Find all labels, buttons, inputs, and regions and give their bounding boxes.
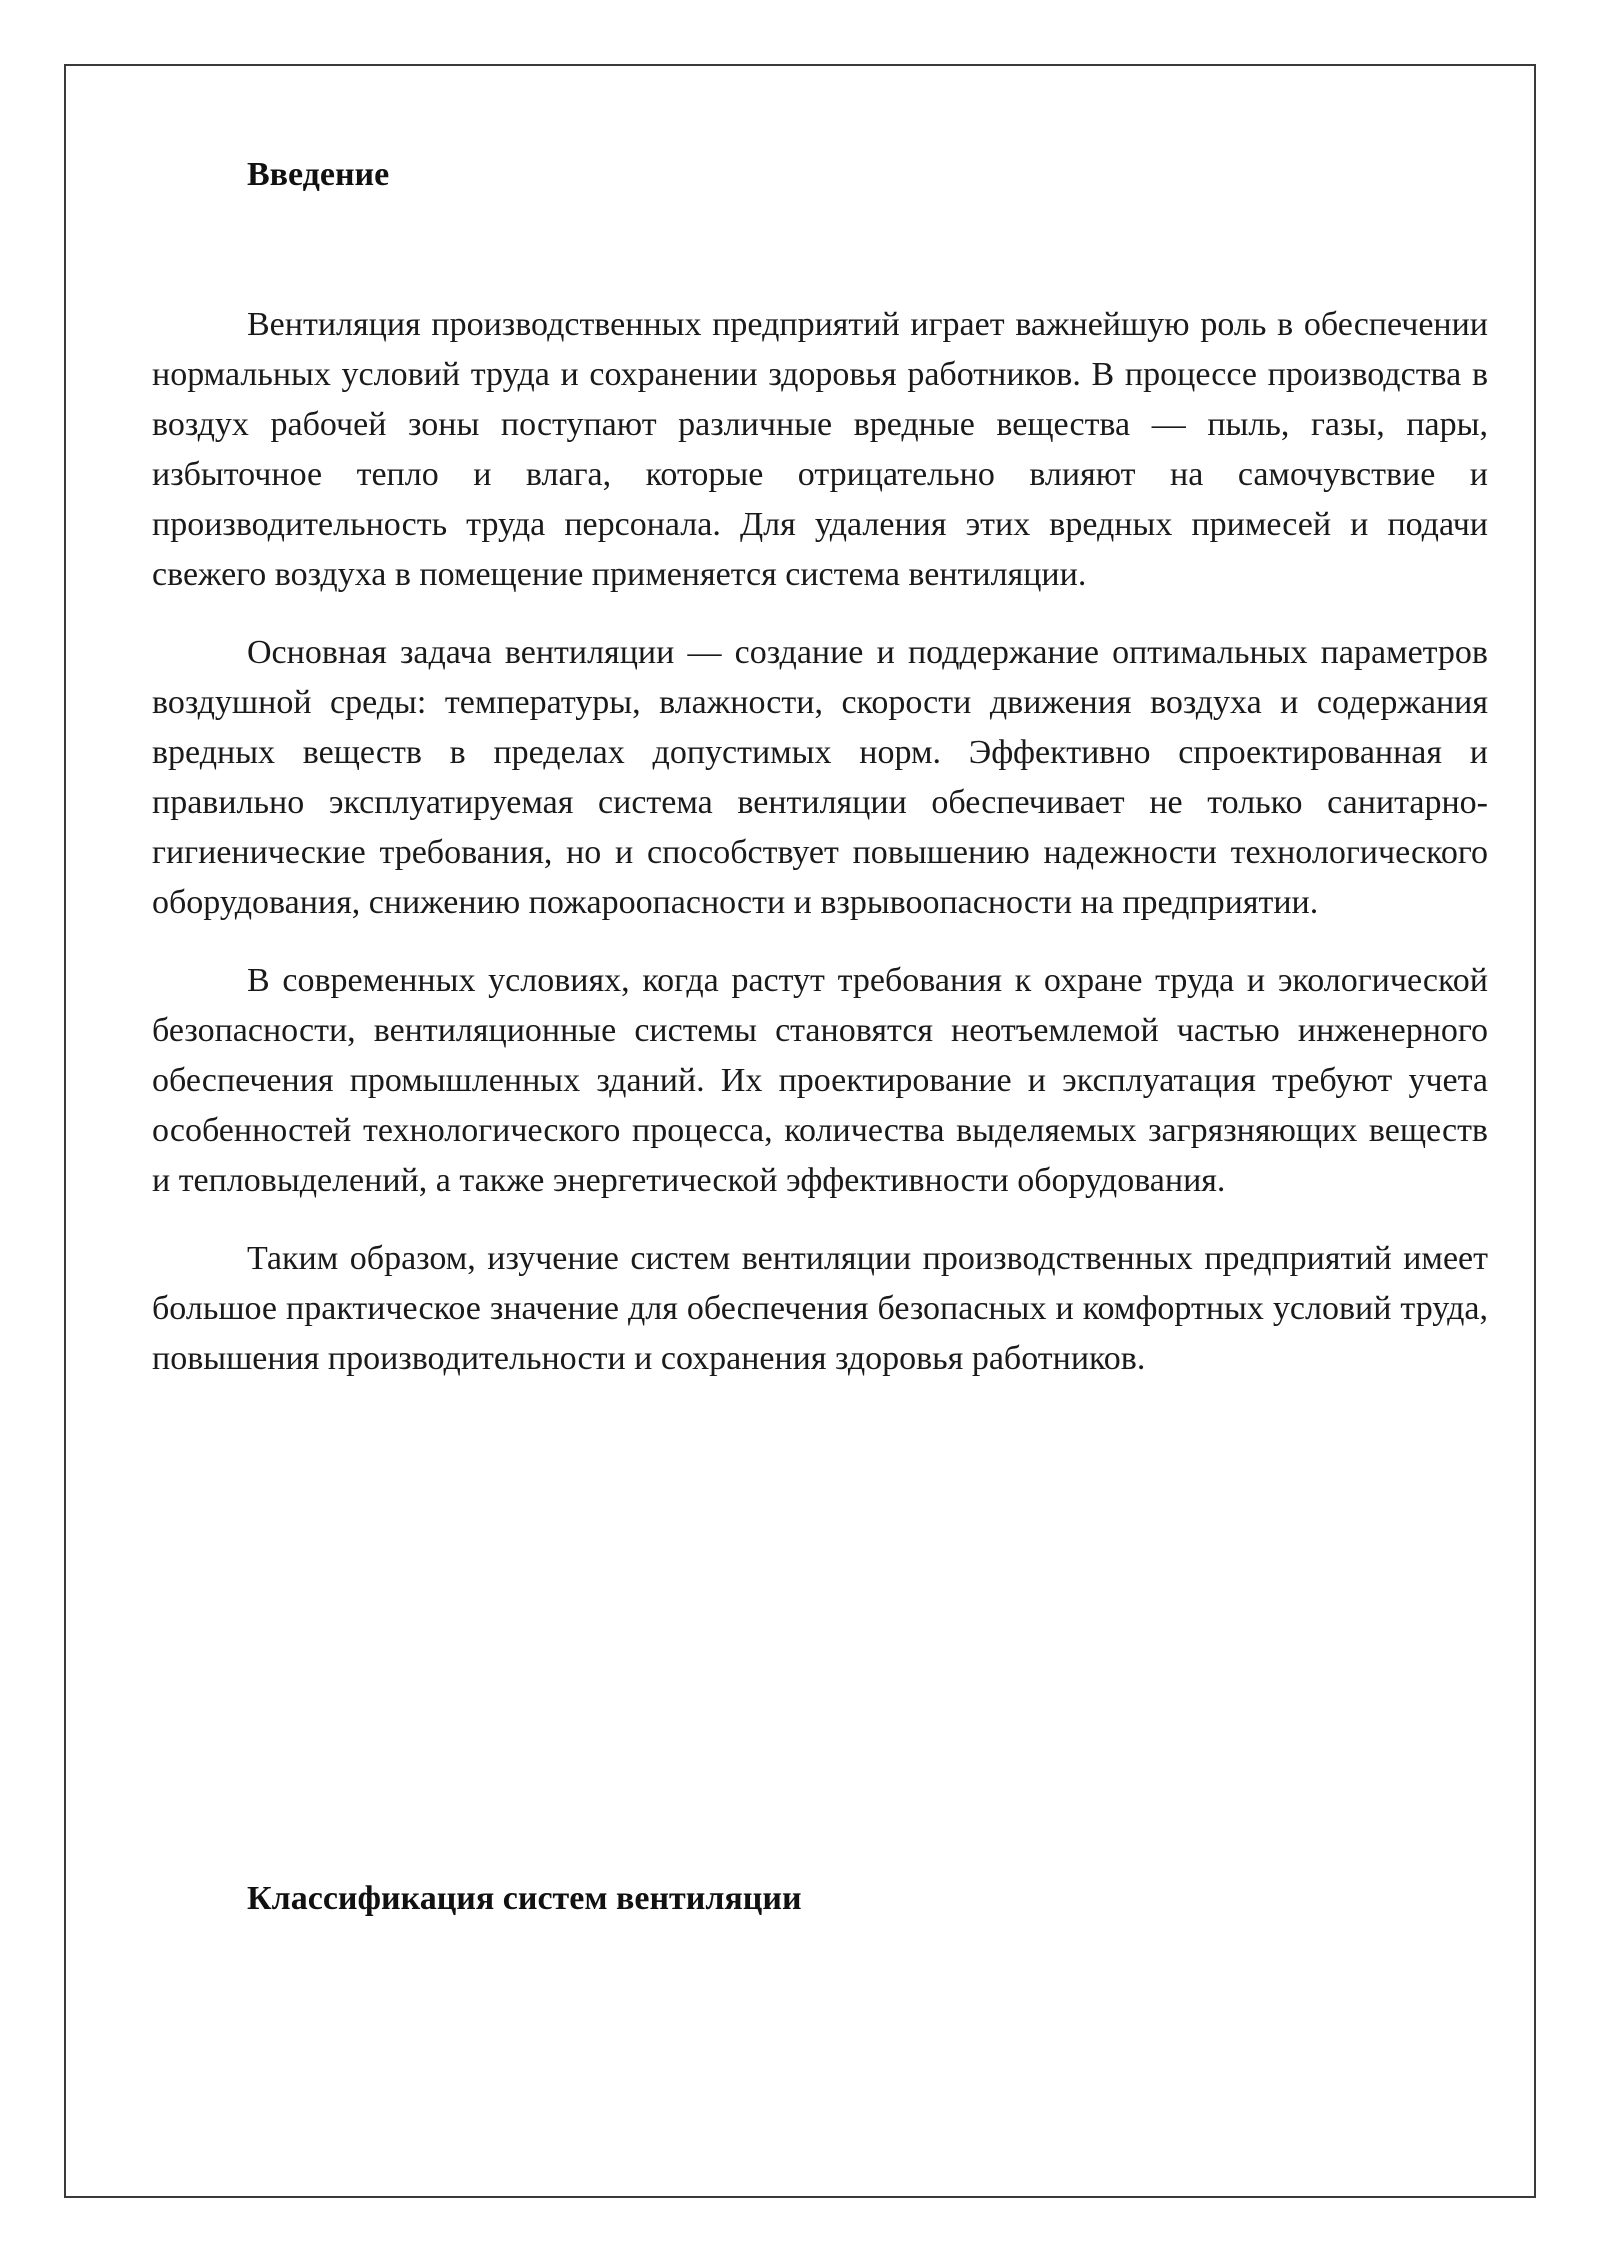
document-body [152,150,1488,1924]
heading-classification: Классификация систем вентиляции [247,1880,802,1917]
paragraph-1: Вентиляция производственных предприятий играет важнейшую роль в обеспечении нормальных условий труда и сохранении здоровья работников. В процессе производства в воздух рабочей зоны поступают различные вредные вещества — пыль, газы, пары, избыточное тепло и влага, которые отрицательно влияют на самочувствие и производительность труда персонала. Для удаления этих вредных примесей и подачи свежего воздуха в помещение применяется система вентиляции. [152,306,1488,593]
paragraph-3: В современных условиях, когда растут требования к охране труда и экологической безопасности, вентиляционные системы становятся неотъемлемой частью инженерного обеспечения промышленных зданий. Их проектирование и эксплуатация требуют учета особенностей технологического процесса, количества выделяемых загрязняющих веществ и тепловыделений, а также энергетической эффективности оборудования. [152,962,1488,1199]
heading-introduction: Введение [247,156,390,193]
paragraph-2: Основная задача вентиляции — создание и поддержание оптимальных параметров воздушной среды: температуры, влажности, скорости движения воздуха и содержания вредных веществ в пределах допустимых норм. Эффективно спроектированная и правильно эксплуатируемая система вентиляции обеспечивает не только санитарно-гигиенические требования, но и способствует повышению надежности технологического оборудования, снижению пожароопасности и взрывоопасности на предприятии. [152,634,1488,921]
paragraph-4: Таким образом, изучение систем вентиляции производственных предприятий имеет большое практическое значение для обеспечения безопасных и комфортных условий труда, повышения производительности и сохранения здоровья работников. [152,1240,1488,1377]
page-spacer [152,1384,1488,1874]
